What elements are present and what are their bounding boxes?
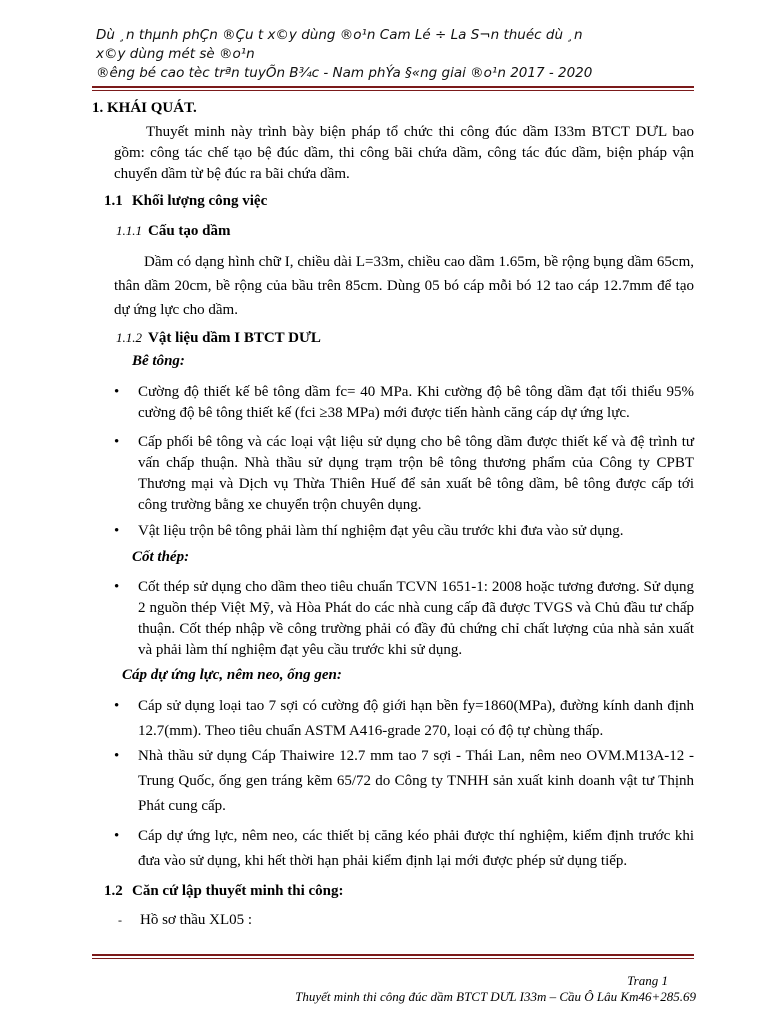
list-item	[114, 521, 694, 542]
list-item-text: Cường độ thiết kế bê tông dầm fc= 40 MPa. Khi cường độ bê tông dầm đạt tối thiểu 95% cường độ bê tông thiết kế (fci ≥38 MPa) mới được tiến hành căng cáp dự ứng lực.	[138, 384, 694, 421]
section-heading-1: 1. KHÁI QUÁT.	[92, 100, 197, 116]
list-item-text: Hồ sơ thầu XL05 :	[140, 912, 253, 928]
list-item-text: Cấp phối bê tông và các loại vật liệu sử dụng cho bê tông dầm được thiết kế và đệ trình tư vấn chấp thuận. Nhà thầu sử dụng trạm trộn bê tông thương phẩm của Công ty CPBT Thương mại và Dịch vụ Thừa Thiên Huế để sản xuất bê tông dầm, bê tông được cấp tới công trường bằng xe chuyển trộn chuyên dụng.	[138, 434, 694, 513]
heading-number: 1.1.2	[116, 330, 142, 345]
list-item	[114, 382, 694, 424]
section-heading-1-1-2	[116, 330, 321, 347]
intro-paragraph: Thuyết minh này trình bày biện pháp tổ chức thi công đúc dầm I33m BTCT DƯL bao gồm: công tác chế tạo bệ đúc dầm, thi công bãi chứa dầm, công tác đúc dầm, biện pháp vận chuyển dầm từ bệ đúc ra bãi chứa dầm.	[114, 124, 694, 182]
bullet-icon: •	[114, 828, 120, 844]
heading-number: 1.1	[104, 193, 123, 209]
list-item	[114, 744, 694, 819]
list-item	[114, 824, 694, 874]
header-line-3: ®êng bé cao tèc trªn tuyÕn B¾c - Nam phÝa §«ng giai ®o¹n 2017 - 2020	[96, 65, 593, 81]
list-item	[118, 912, 252, 929]
header-line-2: x©y dùng mét sè ®o¹n	[96, 46, 255, 62]
heading-number: 1.2	[104, 883, 123, 899]
heading-title: Khối lượng công việc	[132, 193, 268, 209]
steel-subheading: Cốt thép:	[132, 549, 190, 565]
heading-title: Cấu tạo dầm	[148, 223, 231, 239]
heading-number: 1.1.1	[116, 223, 142, 238]
bullet-icon: •	[114, 748, 120, 764]
bullet-icon: •	[114, 579, 120, 595]
list-item	[114, 694, 694, 744]
list-item-text: Vật liệu trộn bê tông phải làm thí nghiệm đạt yêu cầu trước khi đưa vào sử dụng.	[138, 523, 624, 539]
list-item-text: Cáp sử dụng loại tao 7 sợi có cường độ giới hạn bền fy=1860(MPa), đường kính danh định 12.7(mm). Theo tiêu chuẩn ASTM A416-grade 270, loại có độ tự chùng thấp.	[138, 698, 694, 739]
section-heading-1-2	[104, 883, 344, 900]
bullet-icon: •	[114, 523, 120, 539]
list-item-text: Cốt thép sử dụng cho dầm theo tiêu chuẩn TCVN 1651-1: 2008 hoặc tương đương. Sử dụng 2 nguồn thép Việt Mỹ, và Hòa Phát do các nhà cung cấp đã được TVGS và Chủ đầu tư chấp thuận. Cốt thép nhập về công trường phải có đầy đủ chứng chỉ chất lượng của nhà sản xuất và phải làm thí nghiệm đạt yêu cầu trước khi sử dụng.	[138, 579, 694, 658]
dash-icon: -	[118, 913, 122, 927]
footer-rule	[92, 954, 694, 959]
list-item-text: Cáp dự ứng lực, nêm neo, các thiết bị căng kéo phải được thí nghiệm, kiểm định trước khi đưa vào sử dụng, khi hết thời hạn phải kiểm định lại mới được phép sử dụng tiếp.	[138, 828, 694, 869]
header-rule	[92, 86, 694, 91]
heading-title: Căn cứ lập thuyết minh thi công:	[132, 883, 344, 899]
section-heading-1-1-1	[116, 223, 231, 240]
list-item-text: Nhà thầu sử dụng Cáp Thaiwire 12.7 mm tao 7 sợi - Thái Lan, nêm neo OVM.M13A-12 - Trung Quốc, ống gen tráng kẽm 65/72 do Công ty TNHH sản xuất kinh doanh vật tư Thịnh Phát cung cấp.	[138, 748, 694, 814]
bullet-icon: •	[114, 434, 120, 450]
page-header	[96, 26, 656, 83]
page-number: Trang 1	[627, 973, 668, 988]
footer-doc-title: Thuyết minh thi công đúc dầm BTCT DƯL I33m – Cầu Ô Lâu Km46+285.69	[295, 989, 696, 1004]
list-item	[114, 577, 694, 661]
header-line-1: Dù ¸n thµnh phÇn ®Çu t x©y dùng ®o¹n Cam Lé ÷ La S¬n thuéc dù ¸n	[96, 27, 583, 43]
bullet-icon: •	[114, 698, 120, 714]
section-heading-1-1	[104, 193, 267, 210]
concrete-subheading: Bê tông:	[132, 353, 185, 369]
cable-subheading: Cáp dự ứng lực, nêm neo, ống gen:	[122, 667, 342, 683]
heading-title: Vật liệu dầm I BTCT DƯL	[148, 330, 321, 346]
bullet-icon: •	[114, 384, 120, 400]
beam-structure-paragraph: Dầm có dạng hình chữ I, chiều dài L=33m, chiều cao dầm 1.65m, bề rộng bụng dầm 65cm, thân dầm 20cm, bề rộng của bầu trên 85cm. Dùng 05 bó cáp mỗi bó 12 tao cáp 12.7mm để tạo dự ứng lực cho dầm.	[114, 254, 694, 318]
list-item	[114, 432, 694, 516]
